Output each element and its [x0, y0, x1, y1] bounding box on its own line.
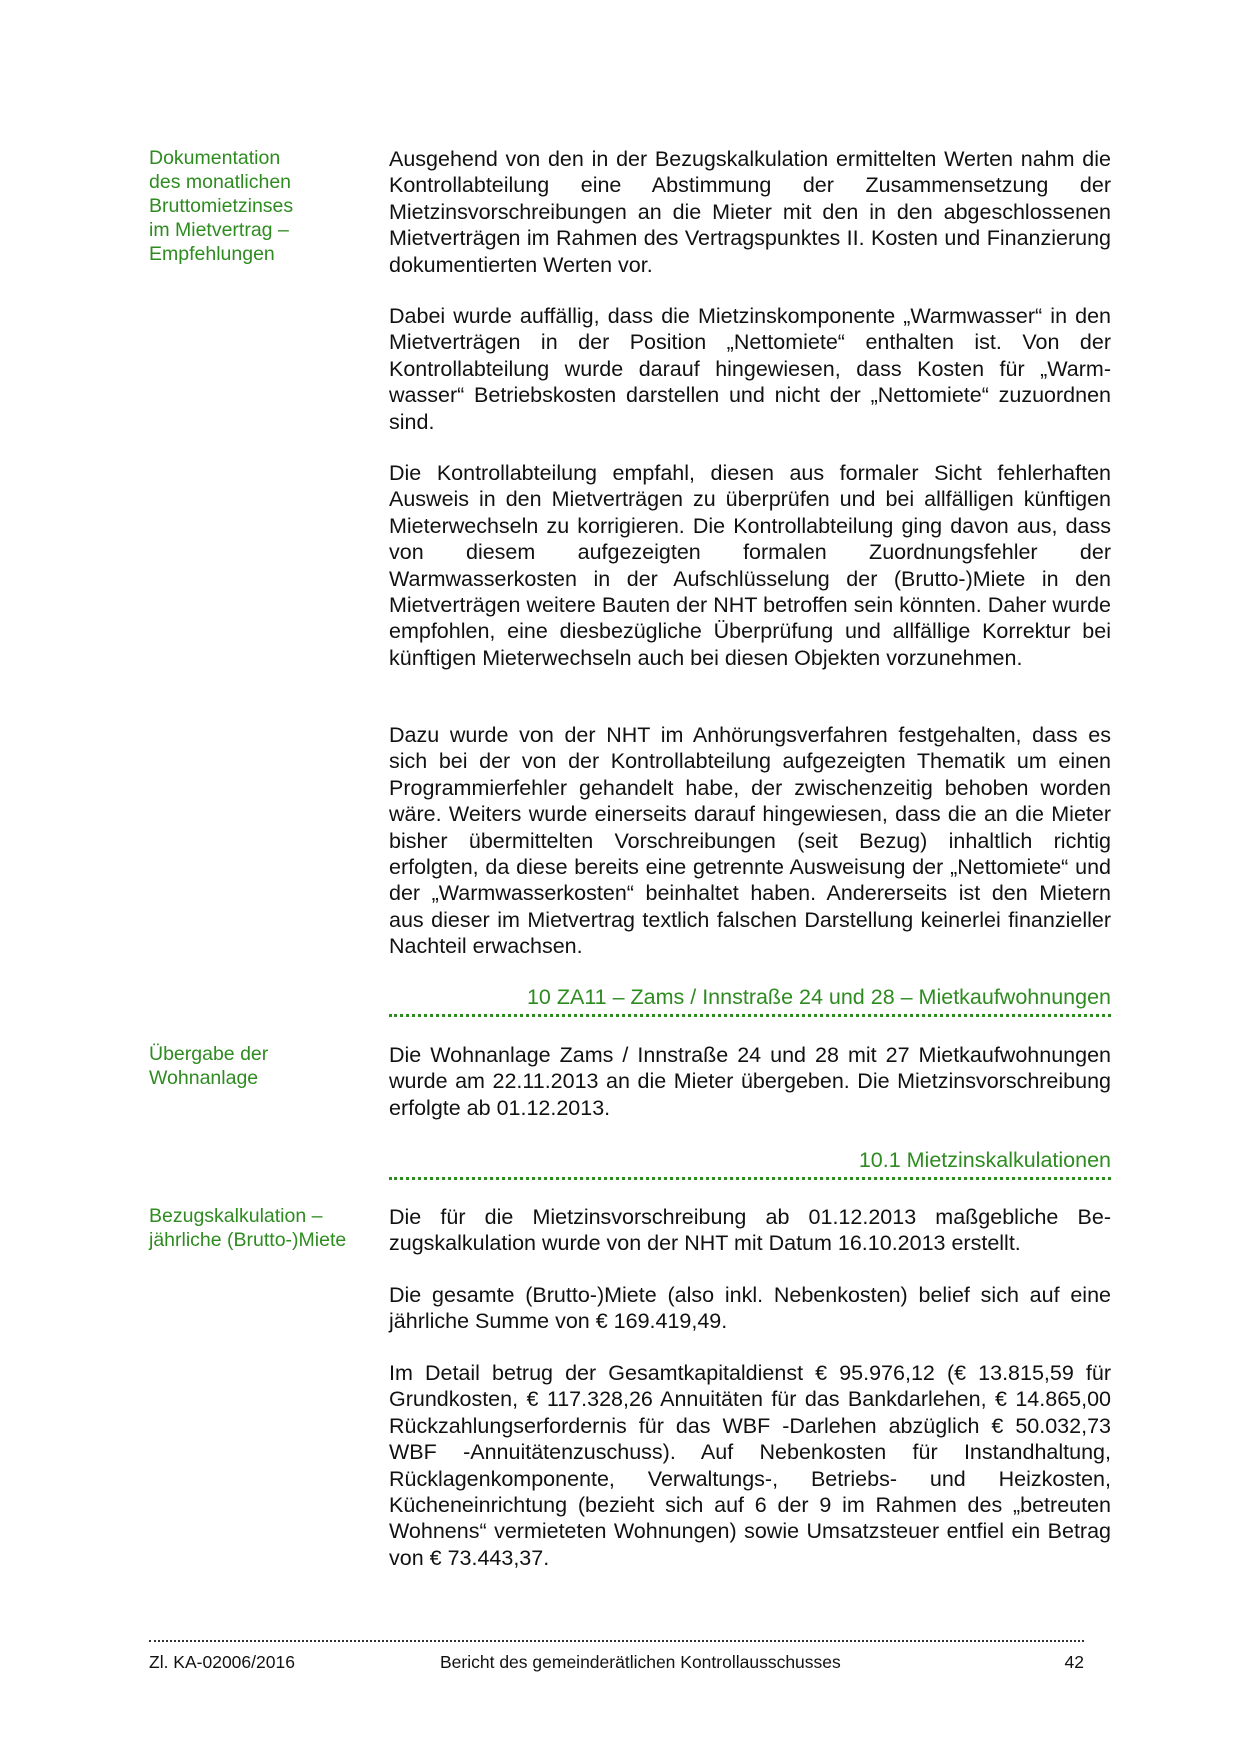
margin-note-line: Empfehlungen: [149, 243, 275, 265]
margin-note-line: Übergabe der: [149, 1043, 269, 1065]
margin-note-line: des monatlichen: [149, 171, 292, 193]
paragraph-uebergabe: Die Wohnanlage Zams / Innstraße 24 und 28 mit 27 Mietkaufwohnungen wurde am 22.11.2013 an die Mieter übergeben. Die Mietzinsvorschreibung erfolgte ab 01.12.2013.: [389, 1043, 1111, 1120]
margin-note-line: im Mietvertrag –: [149, 219, 289, 241]
footer-divider: [149, 1640, 1084, 1642]
footer-title: Bericht des gemeinderätlichen Kontrollausschusses: [440, 1652, 841, 1672]
margin-note-line: Bezugskalkulation –: [149, 1205, 323, 1227]
paragraph-anhoerungsverfahren: Dazu wurde von der NHT im Anhörungsverfahren festgehalten, dass es sich bei der von der Kontrollabteilung aufgezeigten Thematik um einen Programmierfehler gehandelt habe, der zwischenzeitig behoben worden wäre. Weiters wurde einerseits darauf hingewiesen, dass die an die Mieter bisher übermittelten Vorschreibungen (seit Bezug) inhaltlich richtig erfolgten, da diese bereits eine getrennte Ausweisung der „Nettomiete“ und der „Warmwasserkosten“ beinhaltet haben. Andererseits ist den Mietern aus dieser im Mietvertrag textlich falschen Darstellung keinerlei finanzieller Nachteil erwachsen.: [389, 723, 1111, 959]
paragraph-empfehlung: Die Kontrollabteilung empfahl, diesen aus formaler Sicht fehlerhaften Ausweis in den Mietverträgen zu überprüfen und bei allfälligen künftigen Mieterwechseln zu korrigieren. Die Kontrollabteilung ging davon aus, dass von diesem aufgezeigten formalen Zuordnungsfehler der Warmwasserkosten in der Aufschlüsselung der (Brutto-)Miete in den Mietverträgen weitere Bauten der NHT betroffen sein könnten. Daher wurde empfohlen, eine diesbezügliche Überprüfung und allfällige Korrektur bei künftigen Mieterwechseln auch bei diesen Objekten vorzunehmen.: [389, 461, 1111, 670]
margin-note-documentation: [149, 146, 369, 266]
section-heading-divider: [389, 1014, 1111, 1017]
section-heading-10: 10 ZA11 – Zams / Innstraße 24 und 28 – Mietkaufwohnungen: [526, 985, 1111, 1009]
margin-note-line: Wohnanlage: [149, 1067, 259, 1089]
paragraph-warmwasser-nettomiete: Dabei wurde auffällig, dass die Mietzinskomponente „Warmwasser“ in den Mietverträgen in der Position „Nettomiete“ enthalten ist. Von der Kontrollabteilung wurde darauf hingewiesen, dass Kosten für „Warmwasser“ Betriebskosten darstellen und nicht der „Nettomiete“ zuzuordnen sind.: [389, 304, 1111, 434]
section-heading-10-1: 10.1 Mietzinskalkulationen: [858, 1148, 1111, 1172]
paragraph-bezugskalkulation-datum: Die für die Mietzinsvorschreibung ab 01.12.2013 maßgebliche Bezugskalkulation wurde von der NHT mit Datum 16.10.2013 erstellt.: [389, 1205, 1111, 1256]
paragraph-gesamtkapitaldienst: Im Detail betrug der Gesamtkapitaldienst € 95.976,12 (€ 13.815,59 für Grundkosten, € 117.328,26 Annuitäten für das Bankdarlehen, € 14.865,00 Rückzahlungserfordernis für das WBF -Darlehen abzüglich € 50.032,73 WBF -Annuitätenzuschuss). Auf Nebenkosten für Instandhaltung, Rücklagenkomponente, Verwaltungs-, Betriebs- und Heizkosten, Kücheneinrichtung (bezieht sich auf 6 der 9 im Rahmen des „betreuten Wohnens“ vermieteten Wohnungen) sowie Umsatzsteuer entfiel ein Betrag von € 73.443,37.: [389, 1361, 1111, 1570]
footer-reference: Zl. KA-02006/2016: [149, 1652, 295, 1672]
paragraph-bezugskalkulation-abstimmung: Ausgehend von den in der Bezugskalkulation ermittelten Werten nahm die Kontrollabteilung eine Abstimmung der Zusammensetzung der Mietzinsvorschreibungen an die Mieter mit den in den abgeschlossenen Mietverträgen im Rahmen des Vertragspunktes II. Kosten und Finanzierung dokumentierten Werten vor.: [389, 147, 1111, 277]
section-heading-divider: [389, 1177, 1111, 1180]
margin-note-line: Dokumentation: [149, 147, 281, 169]
margin-note-calculation: [149, 1204, 369, 1252]
page-number: 42: [1064, 1652, 1084, 1672]
margin-note-handover: [149, 1042, 369, 1090]
margin-note-line: Bruttomietzinses: [149, 195, 294, 217]
margin-note-line: jährliche (Brutto-)Miete: [149, 1229, 347, 1251]
paragraph-bruttomiete-summe: Die gesamte (Brutto-)Miete (also inkl. Nebenkosten) belief sich auf eine jährliche Summe von € 169.419,49.: [389, 1283, 1111, 1334]
